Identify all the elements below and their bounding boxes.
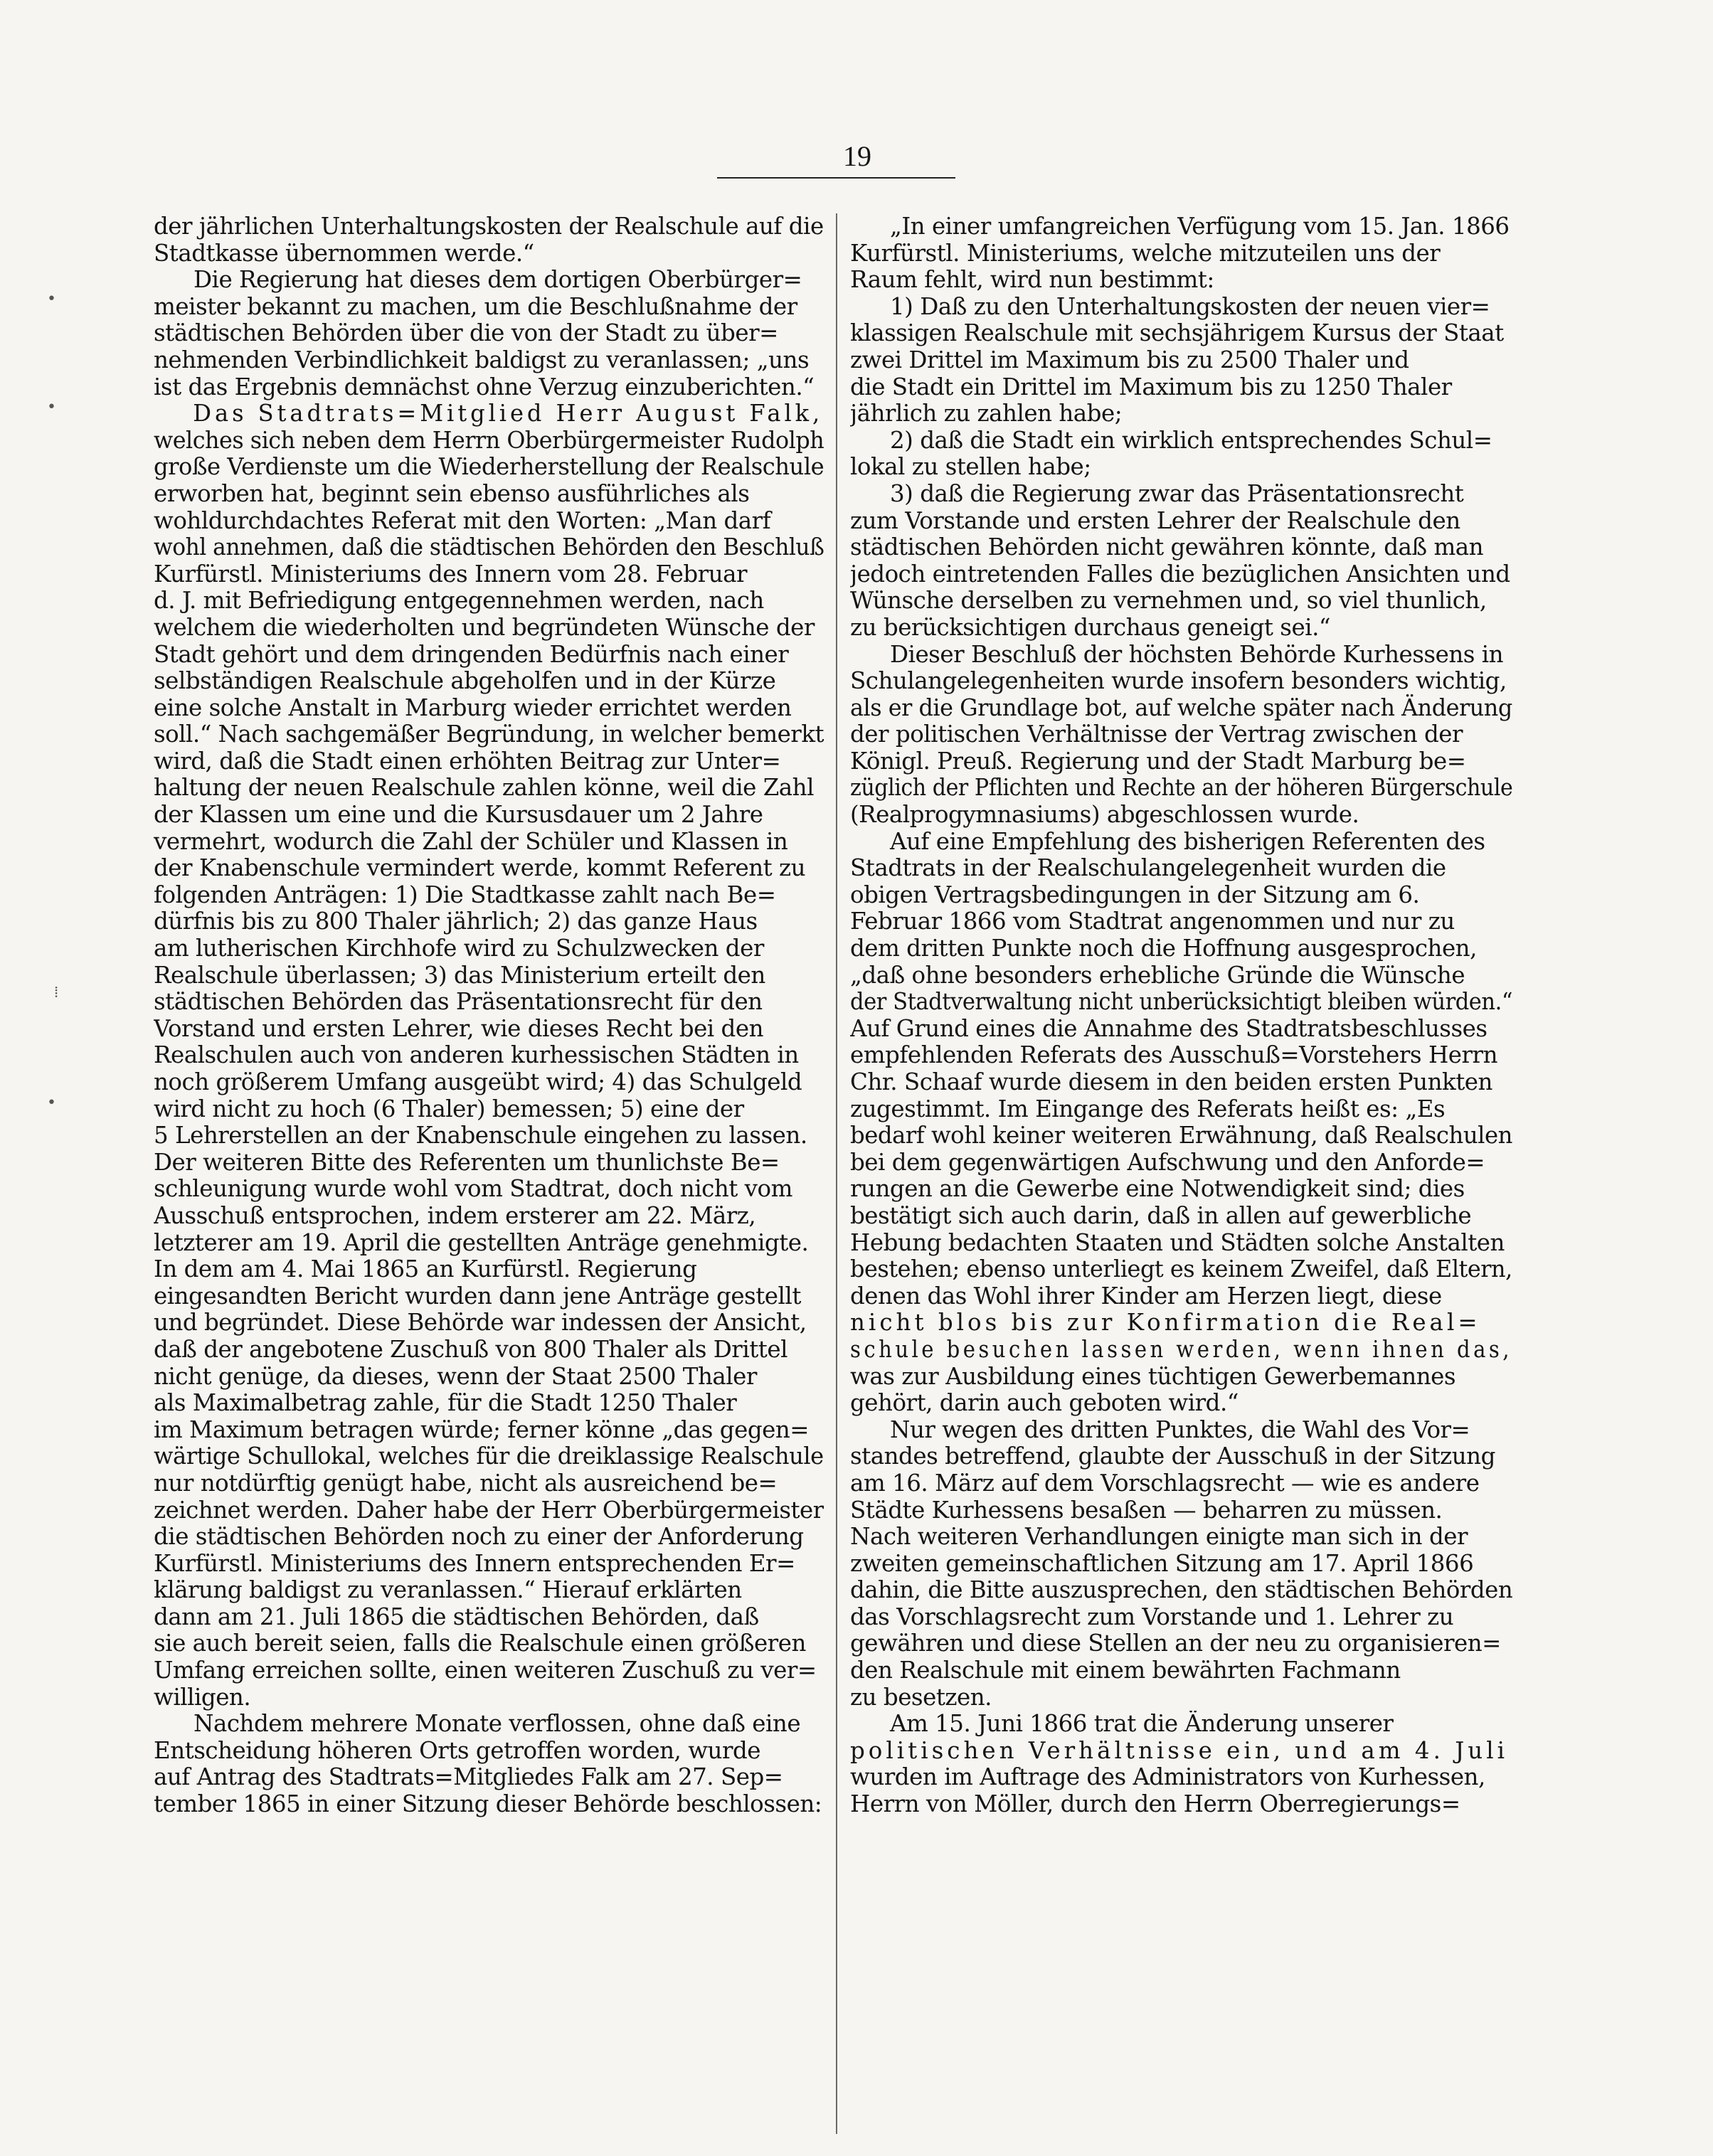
text-line: Chr. Schaaf wurde diesem in den beiden ersten Punkten — [850, 1069, 1492, 1095]
text-line: die Stadt ein Drittel im Maximum bis zu 1250 Thaler — [850, 373, 1452, 400]
text-line: Schulangelegenheiten wurde insofern besonders wichtig, — [850, 668, 1507, 695]
text-line: Nur wegen des dritten Punktes, die Wahl des Vor= — [890, 1416, 1470, 1443]
text-line: Am 15. Juni 1866 trat die Änderung unserer — [890, 1711, 1394, 1738]
text-line: dahin, die Bitte auszusprechen, den städtischen Behörden — [850, 1576, 1512, 1604]
text-line: Städte Kurhessens besaßen — beharren zu müssen. — [850, 1497, 1443, 1524]
text-line: wohl annehmen, daß die städtischen Behörden den Beschluß — [154, 533, 824, 561]
text-line: wurden im Auftrage des Administrators von Kurhessen, — [850, 1764, 1485, 1791]
text-line: haltung der neuen Realschule zahlen könne, weil die Zahl — [154, 775, 814, 802]
text-line: sie auch bereit seien, falls die Realschule einen größeren — [154, 1630, 806, 1657]
header-rule — [717, 177, 955, 179]
text-line: züglich der Pflichten und Rechte an der höheren Bürgerschule — [850, 774, 1512, 802]
text-line: dem dritten Punkte noch die Hoffnung ausgesprochen, — [850, 935, 1477, 962]
text-line: d. J. mit Befriedigung entgegennehmen werden, nach — [154, 588, 764, 615]
text-line: Stadtkasse übernommen werde.“ — [154, 240, 534, 267]
text-line: zwei Drittel im Maximum bis zu 2500 Thaler und — [850, 346, 1409, 373]
text-line: schule besuchen lassen werden, wenn ihnen das, — [850, 1335, 1512, 1363]
text-line: nehmenden Verbindlichkeit baldigst zu veranlassen; „uns — [154, 346, 810, 373]
text-line: dann am 21. Juli 1865 die städtischen Behörden, daß — [154, 1603, 759, 1630]
text-line: willigen. — [154, 1684, 251, 1711]
text-line: am lutherischen Kirchhofe wird zu Schulzwecken der — [154, 935, 764, 962]
text-line: selbständigen Realschule abgeholfen und in der Kürze — [154, 668, 776, 695]
text-line: (Realprogymnasiums) abgeschlossen wurde. — [850, 802, 1359, 829]
text-line: wärtige Schullokal, welches für die dreiklassige Realschule — [154, 1443, 824, 1470]
text-line: Auf eine Empfehlung des bisherigen Referenten des — [890, 828, 1485, 855]
text-line: Wünsche derselben zu vernehmen und, so viel thunlich, — [850, 588, 1487, 615]
text-line: zum Vorstande und ersten Lehrer der Realschule den — [850, 507, 1460, 534]
text-line: Auf Grund eines die Annahme des Stadtratsbeschlusses — [850, 1015, 1487, 1042]
text-line: Realschule überlassen; 3) das Ministerium erteilt den — [154, 962, 765, 989]
text-line: 5 Lehrerstellen an der Knabenschule eingehen zu lassen. — [154, 1122, 807, 1149]
text-line: eingesandten Bericht wurden dann jene Anträge gestellt — [154, 1283, 801, 1310]
text-line: große Verdienste um die Wiederherstellung der Realschule — [154, 453, 824, 481]
text-line: Der weiteren Bitte des Referenten um thunlichste Be= — [154, 1149, 780, 1176]
text-line: klärung baldigst zu veranlassen.“ Hierauf erklärten — [154, 1577, 742, 1604]
text-line: was zur Ausbildung eines tüchtigen Gewerbemannes — [850, 1363, 1456, 1390]
text-line: „daß ohne besonders erhebliche Gründe die Wünsche — [850, 962, 1465, 989]
text-line: daß der angebotene Zuschuß von 800 Thaler als Drittel — [154, 1336, 787, 1363]
text-line: Nachdem mehrere Monate verflossen, ohne daß eine — [193, 1711, 801, 1738]
text-line: dürfnis bis zu 800 Thaler jährlich; 2) das ganze Haus — [154, 908, 758, 935]
text-line: städtischen Behörden über die von der Stadt zu über= — [154, 320, 778, 347]
text-line: jedoch eintretenden Falles die bezüglichen Ansichten und — [850, 561, 1510, 588]
text-line: als Maximalbetrag zahle, für die Stadt 1250 Thaler — [154, 1390, 737, 1417]
text-line: Königl. Preuß. Regierung und der Stadt Marburg be= — [850, 748, 1466, 775]
text-line: welchem die wiederholten und begründeten Wünsche der — [154, 614, 815, 641]
text-line: der Knabenschule vermindert werde, kommt Referent zu — [154, 855, 806, 882]
text-line: nicht blos bis zur Konfirmation die Real= — [850, 1310, 1481, 1337]
text-line: 1) Daß zu den Unterhaltungskosten der neuen vier= — [890, 293, 1490, 320]
text-line: bestehen; ebenso unterliegt es keinem Zweifel, daß Eltern, — [850, 1255, 1512, 1283]
text-line: Die Regierung hat dieses dem dortigen Oberbürger= — [193, 267, 802, 294]
text-line: zeichnet werden. Daher habe der Herr Oberbürgermeister — [154, 1496, 824, 1524]
text-line: Hebung bedachten Staaten und Städten solche Anstalten — [850, 1229, 1505, 1256]
text-line: Umfang erreichen sollte, einen weiteren Zuschuß zu ver= — [154, 1657, 817, 1684]
text-line: folgenden Anträgen: 1) Die Stadtkasse zahlt nach Be= — [154, 881, 776, 908]
text-line: der Stadtverwaltung nicht unberücksichtigt bleiben würden.“ — [850, 988, 1512, 1016]
text-line: tember 1865 in einer Sitzung dieser Behörde beschlossen: — [154, 1791, 822, 1818]
text-line: 2) daß die Stadt ein wirklich entsprechendes Schul= — [890, 427, 1492, 454]
text-line: Raum fehlt, wird nun bestimmt: — [850, 267, 1214, 294]
text-line: soll.“ Nach sachgemäßer Begründung, in welcher bemerkt — [154, 721, 824, 748]
text-line: zugestimmt. Im Eingange des Referats heißt es: „Es — [850, 1095, 1446, 1122]
text-line: bedarf wohl keiner weiteren Erwähnung, daß Realschulen — [850, 1122, 1512, 1149]
text-line: der jährlichen Unterhaltungskosten der Realschule auf die — [154, 213, 824, 240]
text-line: nur notdürftig genügt habe, nicht als ausreichend be= — [154, 1470, 778, 1497]
text-line: „In einer umfangreichen Verfügung vom 15. Jan. 1866 — [890, 213, 1510, 240]
text-line: der politischen Verhältnisse der Vertrag zwischen der — [850, 721, 1463, 748]
text-line: jährlich zu zahlen habe; — [850, 400, 1123, 428]
text-line: In dem am 4. Mai 1865 an Kurfürstl. Regierung — [154, 1256, 697, 1283]
column-divider — [836, 213, 837, 2134]
text-line: zu berücksichtigen durchaus geneigt sei.“ — [850, 614, 1331, 641]
text-line: auf Antrag des Stadtrats=Mitgliedes Falk am 27. Sep= — [154, 1764, 783, 1791]
text-line: wohldurchdachtes Referat mit den Worten: „Man darf — [154, 507, 771, 534]
text-line: klassigen Realschule mit sechsjährigem Kursus der Staat — [850, 320, 1504, 347]
text-line: am 16. März auf dem Vorschlagsrecht — wie es andere — [850, 1470, 1480, 1497]
text-line: 3) daß die Regierung zwar das Präsentationsrecht — [890, 480, 1464, 507]
text-line: Stadt gehört und dem dringenden Bedürfnis nach einer — [154, 641, 789, 668]
text-line: gewähren und diese Stellen an der neu zu organisieren= — [850, 1630, 1501, 1657]
text-line: wird, daß die Stadt einen erhöhten Beitrag zur Unter= — [154, 748, 781, 775]
text-line: bestätigt sich auch darin, daß in allen auf gewerbliche — [850, 1202, 1472, 1229]
text-line: vermehrt, wodurch die Zahl der Schüler und Klassen in — [154, 828, 788, 855]
text-line: obigen Vertragsbedingungen in der Sitzung am 6. — [850, 881, 1420, 908]
text-line: standes betreffend, glaubte der Ausschuß in der Sitzung — [850, 1443, 1495, 1470]
text-line: und begründet. Diese Behörde war indessen der Ansicht, — [154, 1310, 807, 1337]
text-line: die städtischen Behörden noch zu einer der Anforderung — [154, 1524, 804, 1551]
text-line: Nach weiteren Verhandlungen einigte man sich in der — [850, 1524, 1468, 1551]
text-line: noch größerem Umfang ausgeübt wird; 4) das Schulgeld — [154, 1069, 802, 1095]
margin-dot: • — [47, 1094, 56, 1112]
page-number: 19 — [843, 140, 871, 172]
text-line: Kurfürstl. Ministeriums des Innern entsprechenden Er= — [154, 1550, 795, 1577]
text-line: lokal zu stellen habe; — [850, 454, 1091, 481]
text-line: letzterer am 19. April die gestellten Anträge genehmigte. — [154, 1229, 809, 1256]
margin-mark: ⁞ — [54, 984, 59, 1002]
text-line: nicht genüge, da dieses, wenn der Staat 2500 Thaler — [154, 1363, 757, 1390]
text-line: zu besetzen. — [850, 1684, 992, 1711]
text-line: empfehlenden Referats des Ausschuß=Vorstehers Herrn — [850, 1042, 1498, 1069]
text-line: Februar 1866 vom Stadtrat angenommen und nur zu — [850, 908, 1455, 935]
text-line: erworben hat, beginnt sein ebenso ausführliches als — [154, 480, 750, 507]
text-line: schleunigung wurde wohl vom Stadtrat, doch nicht vom — [154, 1176, 792, 1203]
text-line: das Vorschlagsrecht zum Vorstande und 1. Lehrer zu — [850, 1603, 1454, 1630]
text-line: wird nicht zu hoch (6 Thaler) bemessen; 5) eine der — [154, 1095, 744, 1122]
text-line: zweiten gemeinschaftlichen Sitzung am 17. April 1866 — [850, 1550, 1474, 1577]
text-line: ist das Ergebnis demnächst ohne Verzug einzuberichten.“ — [154, 373, 815, 400]
text-line: Kurfürstl. Ministeriums des Innern vom 28. Februar — [154, 561, 748, 588]
text-line: Vorstand und ersten Lehrer, wie dieses Recht bei den — [154, 1015, 764, 1042]
text-line: rungen an die Gewerbe eine Notwendigkeit sind; dies — [850, 1176, 1465, 1203]
right-column — [850, 213, 1512, 2152]
margin-dot: • — [47, 290, 56, 308]
left-column — [154, 213, 824, 2152]
text-line: meister bekannt zu machen, um die Beschlußnahme der — [154, 293, 797, 320]
text-line: politischen Verhältnisse ein, und am 4. Juli — [850, 1737, 1509, 1764]
text-line: Ausschuß entsprochen, indem ersterer am 22. März, — [154, 1202, 756, 1229]
text-line: gehört, darin auch geboten wird.“ — [850, 1390, 1239, 1417]
text-line: bei dem gegenwärtigen Aufschwung und den Anforde= — [850, 1149, 1485, 1176]
margin-dot: • — [47, 398, 56, 416]
text-line: im Maximum betragen würde; ferner könne „das gegen= — [154, 1416, 810, 1443]
text-line: denen das Wohl ihrer Kinder am Herzen liegt, diese — [850, 1283, 1442, 1310]
text-line: der Klassen um eine und die Kursusdauer um 2 Jahre — [154, 802, 763, 829]
text-line: städtischen Behörden das Präsentationsrecht für den — [154, 989, 763, 1016]
text-line: Kurfürstl. Ministeriums, welche mitzuteilen uns der — [850, 240, 1441, 267]
text-line: welches sich neben dem Herrn Oberbürgermeister Rudolph — [154, 426, 824, 454]
text-line: eine solche Anstalt in Marburg wieder errichtet werden — [154, 694, 792, 721]
text-line: Dieser Beschluß der höchsten Behörde Kurhessens in — [890, 641, 1504, 668]
text-line: Herrn von Möller, durch den Herrn Oberregierungs= — [850, 1791, 1460, 1818]
text-line: städtischen Behörden nicht gewähren könnte, daß man — [850, 534, 1484, 561]
text-line: Das Stadtrats=Mitglied Herr August Falk, — [193, 400, 824, 428]
text-line: Entscheidung höheren Orts getroffen worden, wurde — [154, 1737, 761, 1764]
text-line: den Realschule mit einem bewährten Fachmann — [850, 1657, 1401, 1684]
text-line: Stadtrats in der Realschulangelegenheit wurden die — [850, 855, 1446, 882]
text-line: Realschulen auch von anderen kurhessischen Städten in — [154, 1042, 799, 1069]
text-line: als er die Grundlage bot, auf welche später nach Änderung — [850, 694, 1512, 721]
